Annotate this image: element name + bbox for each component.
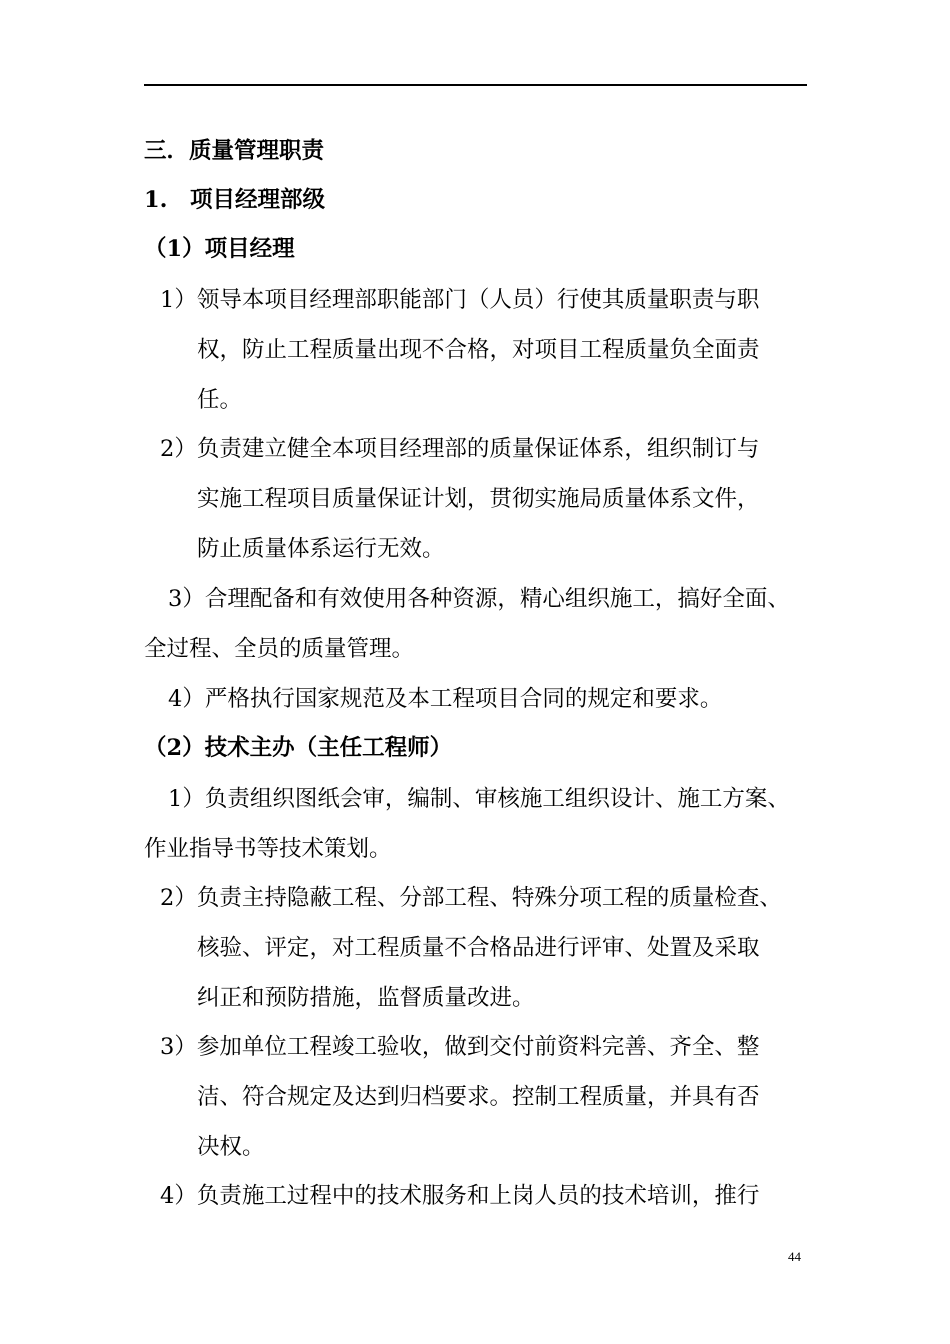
paragraph-line: 4）负责施工过程中的技术服务和上岗人员的技术培训，推行 <box>160 1183 760 1209</box>
header-rule <box>144 84 807 86</box>
subsection-title-2: （2）技术主办（主任工程师） <box>144 735 453 761</box>
section-title-1: 1. 项目经理部级 <box>144 187 325 213</box>
paragraph-line: 核验、评定，对工程质量不合格品进行评审、处置及采取 <box>197 935 760 961</box>
paragraph-line: 4）严格执行国家规范及本工程项目合同的规定和要求。 <box>168 686 723 712</box>
paragraph-line: 3）合理配备和有效使用各种资源，精心组织施工，搞好全面、 <box>168 586 790 612</box>
paragraph-line: 2）负责建立健全本项目经理部的质量保证体系，组织制订与 <box>160 436 760 462</box>
page-number: 44 <box>788 1249 801 1264</box>
subsection-title-1: （1）项目经理 <box>144 236 295 262</box>
paragraph-line: 2）负责主持隐蔽工程、分部工程、特殊分项工程的质量检查、 <box>160 885 782 911</box>
paragraph-line: 纠正和预防措施，监督质量改进。 <box>197 985 535 1011</box>
paragraph-line: 作业指导书等技术策划。 <box>144 836 392 862</box>
paragraph-line: 洁、符合规定及达到归档要求。控制工程质量，并具有否 <box>197 1084 760 1110</box>
paragraph-line: 1）领导本项目经理部职能部门（人员）行使其质量职责与职 <box>160 287 760 313</box>
paragraph-line: 实施工程项目质量保证计划，贯彻实施局质量体系文件， <box>197 486 760 512</box>
paragraph-line: 防止质量体系运行无效。 <box>197 536 445 562</box>
paragraph-line: 权，防止工程质量出现不合格，对项目工程质量负全面责 <box>197 337 760 363</box>
paragraph-line: 3）参加单位工程竣工验收，做到交付前资料完善、齐全、整 <box>160 1034 760 1060</box>
paragraph-line: 决权。 <box>197 1134 265 1160</box>
paragraph-line: 任。 <box>197 387 243 413</box>
paragraph-line: 全过程、全员的质量管理。 <box>144 636 415 662</box>
section-heading: 三．质量管理职责 <box>144 138 325 164</box>
paragraph-line: 1）负责组织图纸会审，编制、审核施工组织设计、施工方案、 <box>168 786 790 812</box>
